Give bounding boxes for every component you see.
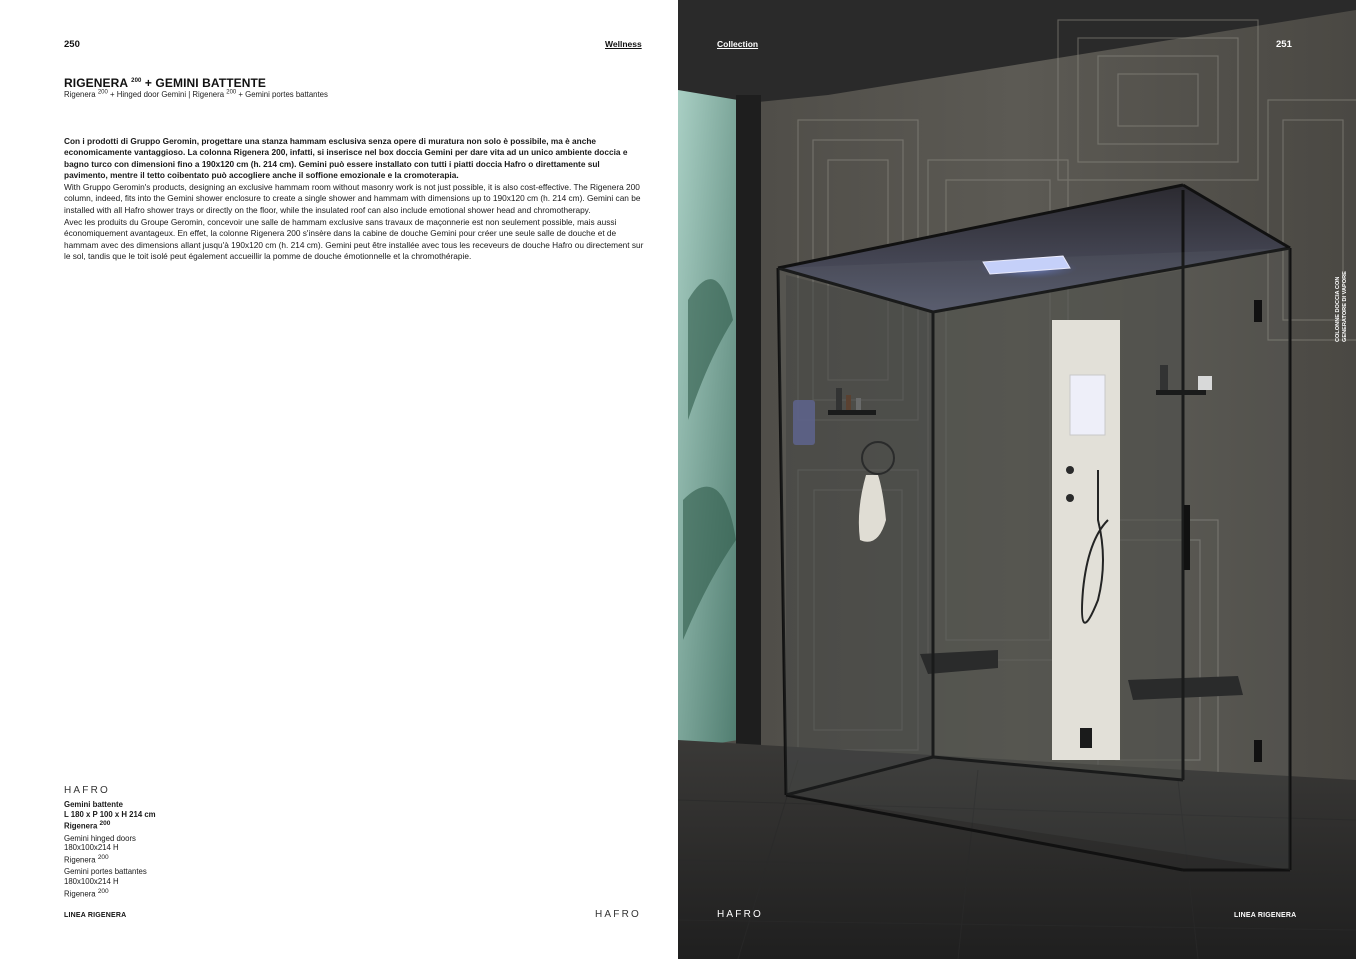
product-specs: [64, 800, 156, 899]
paragraph-french: Avec les produits du Groupe Geromin, concevoir une salle de hammam exclusive sans travaux de maçonnerie est non seulement possible, mais aussi économiquement avantageux. En effet, la colonne Rigenera 200 s'insère dans la cabine de douche Gemini pour créer une seule salle de douche et de hammam avec des dimensions allant jusqu'à 190x120 cm (h. 214 cm). Gemini peut être installée avec tous les receveurs de douche Hafro ou directement sur le sol, tandis que le toit isolé peut également accueillir la pomme de douche émotionnelle et la chromothérapie.: [64, 217, 644, 261]
spec-dimensions: L 180 x P 100 x H 214 cm: [64, 809, 156, 819]
side-tab-label: COLONNE DOCCIA CON GENERATORE DI VAPORE: [1335, 271, 1348, 342]
spec-model: Gemini battente: [64, 800, 123, 809]
subtitle-part2: + Hinged door Gemini | Rigenera: [110, 90, 225, 99]
title-sup: 200: [131, 78, 142, 84]
side-tab[interactable]: [1326, 262, 1356, 342]
spec-fr-line2: 180x100x214 H: [64, 877, 119, 887]
wellness-link[interactable]: Wellness: [605, 39, 642, 49]
paragraph-italian: Con i prodotti di Gruppo Geromin, progettare una stanza hammam esclusiva senza opere di muratura non solo è possibile, ma è anche economicamente vantaggioso. La colonna Rigenera 200, infatti, si inserisce nel box doccia Gemini per dare vita ad un unico ambiente doccia e bagno turco con dimensioni fino a 190x120 cm (h. 214 cm). Gemini può essere installato con tutti i piatti doccia Hafro o direttamente sul pavimento, mentre il tetto coibentato può accogliere anche il soffione emozionale e la cromoterapia.: [64, 136, 628, 180]
subtitle-part3: + Gemini portes battantes: [238, 90, 328, 99]
subtitle-sup1: 200: [97, 89, 108, 96]
hafro-logo-specs: HAFRO: [64, 785, 110, 796]
footer-line-right: LINEA RIGENERA: [1234, 912, 1297, 919]
collection-link[interactable]: Collection: [717, 39, 759, 49]
page-number-right: 251: [1276, 39, 1292, 50]
right-page: [678, 0, 1356, 959]
spec-en-line3: Rigenera $^{200}$: [64, 854, 109, 865]
page-number-left: 250: [64, 39, 80, 50]
hafro-logo-footer-right: HAFRO: [717, 909, 763, 920]
footer-line-left: LINEA RIGENERA: [64, 912, 127, 919]
title-main: RIGENERA: [64, 76, 128, 90]
spec-fr-line1: Gemini portes battantes: [64, 867, 147, 877]
hafro-logo-footer-left: HAFRO: [595, 909, 641, 920]
paragraph-english: With Gruppo Geromin's products, designing an exclusive hammam room without masonry work is not just possible, it is also cost-effective. The Rigenera 200 column, indeed, fits into the Gemini shower enclosure to create a single shower and hammam with dimensions up to 190x120 cm (h. 214 cm). Gemini can be installed with all Hafro shower trays or directly on the floor, while the insulated roof can also include emotional shower head and chromotherapy.: [64, 182, 641, 215]
product-subtitle: [64, 90, 328, 99]
shower-enclosure-photo: [678, 0, 1356, 959]
subtitle-part1: Rigenera: [64, 90, 96, 99]
spec-fr-line3: Rigenera $^{200}$: [64, 887, 109, 899]
spec-column: Rigenera $^{200}$: [64, 820, 111, 831]
subtitle-sup2: 200: [226, 89, 237, 96]
spec-en-line1: Gemini hinged doors: [64, 833, 136, 843]
title-rest: + GEMINI BATTENTE: [144, 76, 267, 90]
description-text: [64, 136, 644, 263]
product-title: [64, 76, 266, 90]
spec-en-line2: 180x100x214 H: [64, 843, 119, 853]
